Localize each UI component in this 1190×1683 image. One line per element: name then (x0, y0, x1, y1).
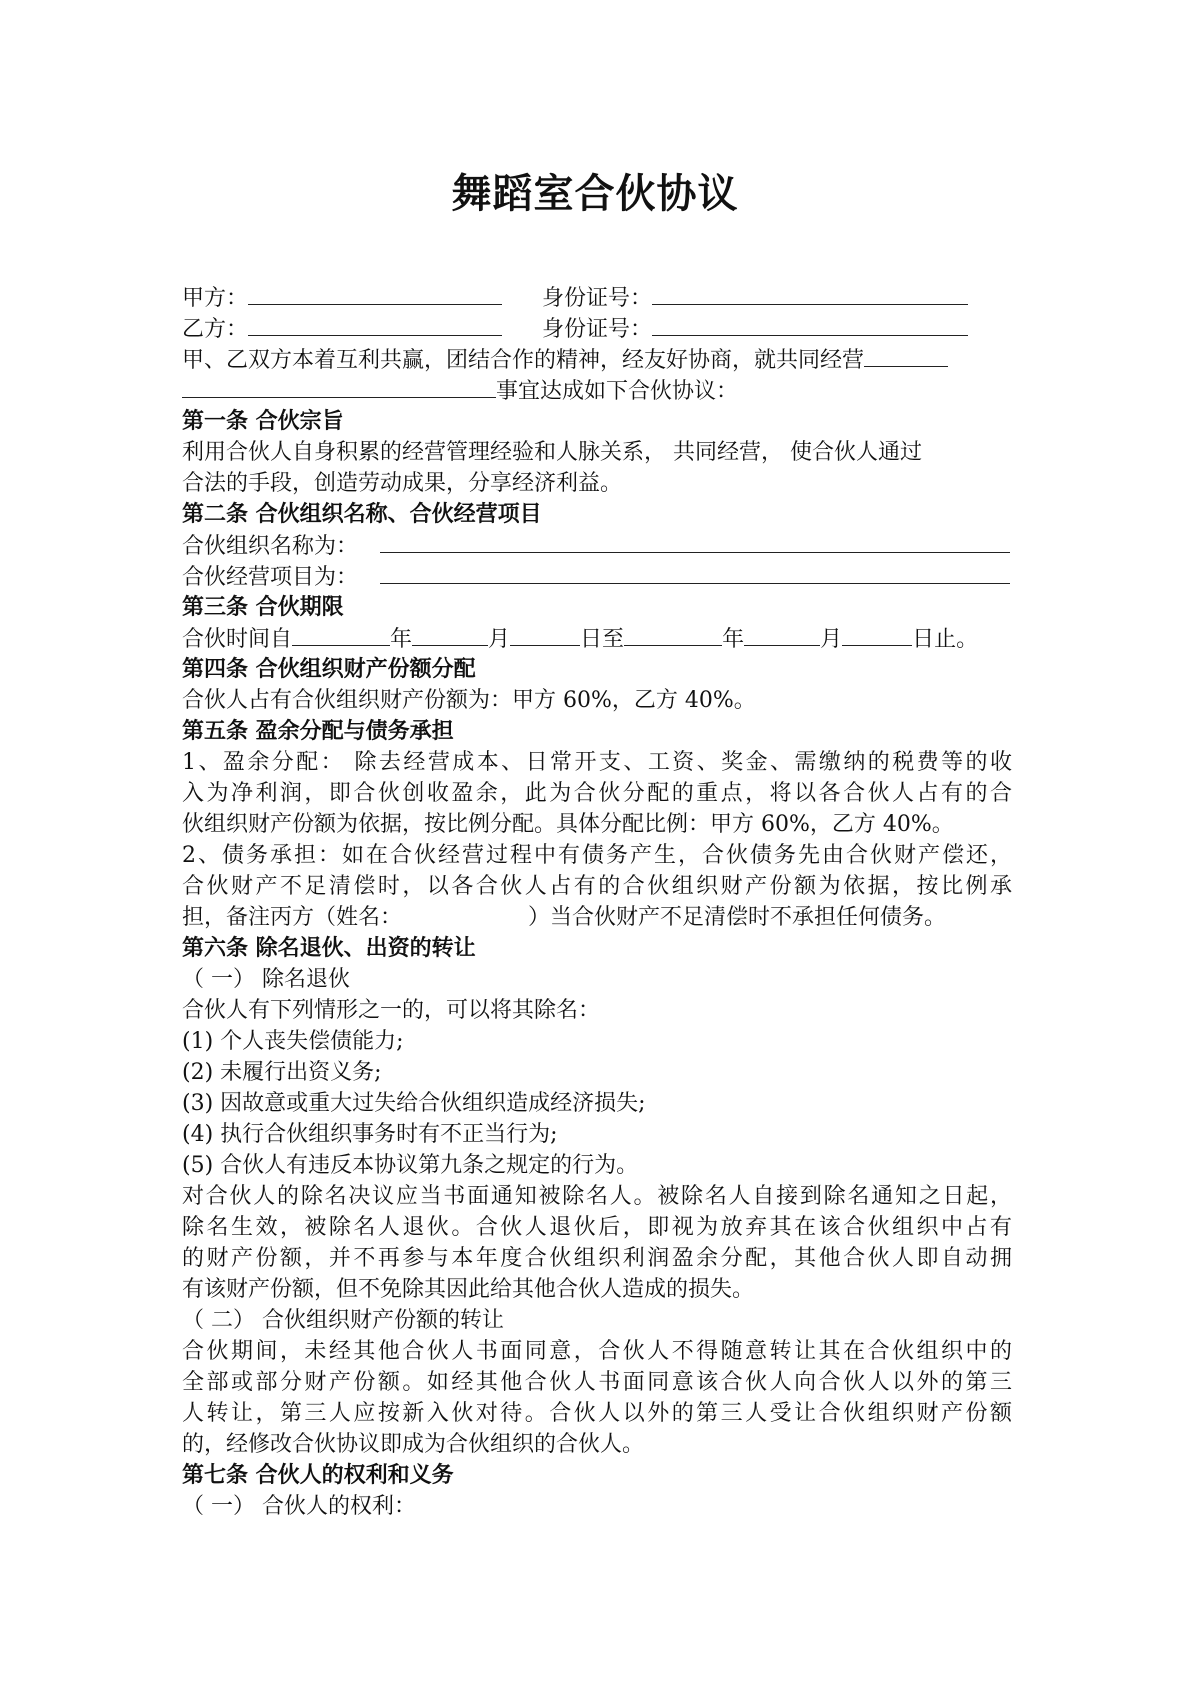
party-a-blank (248, 282, 502, 305)
party-b-blank (248, 313, 502, 336)
party-b-id-label: 身份证号： (542, 317, 653, 342)
article-5-line: 合伙财产不足清偿时，以各合伙人占有的合伙组织财产份额为依据，按比例承 (182, 874, 1012, 899)
party-a-label: 甲方： (182, 286, 249, 311)
year-label-1: 年 (390, 627, 413, 652)
article-6-heading: 第六条 除名退伙、出资的转让 (182, 936, 476, 961)
org-name-blank (380, 530, 1010, 553)
month-label-1: 月 (488, 627, 511, 652)
paragraph-line: 合伙期间，未经其他合伙人书面同意，合伙人不得随意转让其在合伙组织中的 (182, 1339, 1012, 1364)
article-6-paragraph-1 (182, 1181, 1012, 1305)
article-5-line: 入为净利润，即合伙创收盈余，此为合伙分配的重点，将以各合伙人占有的合 (182, 781, 1012, 806)
intro-text-1: 甲、乙双方本着互利共赢，团结合作的精神，经友好协商，就共同经营 (182, 348, 865, 373)
article-7-heading: 第七条 合伙人的权利和义务 (182, 1463, 454, 1488)
intro-line-2 (182, 375, 1012, 406)
article-1-line-1: 利用合伙人自身积累的经营管理经验和人脉关系， 共同经营， 使合伙人通过 (182, 440, 922, 465)
paragraph-line: 对合伙人的除名决议应当书面通知被除名人。被除名人自接到除名通知之日起， (182, 1184, 1012, 1209)
article-4-heading: 第四条 合伙组织财产份额分配 (182, 657, 476, 682)
org-name-label: 合伙组织名称为： (182, 534, 359, 559)
party-a-id-blank (652, 282, 968, 305)
list-item: (2) 未履行出资义务; (182, 1060, 382, 1085)
month-label-2: 月 (820, 627, 843, 652)
intro-text-2: 事宜达成如下合伙协议： (496, 379, 739, 404)
article-4-line-1: 合伙人占有合伙组织财产份额为：甲方 60%，乙方 40%。 (182, 688, 756, 713)
project-row (182, 561, 1012, 592)
party-b-row (182, 313, 1012, 344)
party-b-label: 乙方： (182, 317, 249, 342)
end-year-blank (624, 623, 722, 646)
paragraph-line: 人转让，第三人应按新入伙对待。合伙人以外的第三人受让合伙组织财产份额 (182, 1401, 1012, 1426)
party-a-id-label: 身份证号： (542, 286, 653, 311)
article-7-section-1: （ 一） 合伙人的权利： (182, 1494, 416, 1519)
party-c-label: 担，备注丙方（姓名： (182, 905, 403, 930)
business-blank (864, 344, 948, 367)
party-b-id-blank (652, 313, 968, 336)
org-name-row (182, 530, 1012, 561)
list-item: (4) 执行合伙组织事务时有不正当行为; (182, 1122, 558, 1147)
end-month-blank (744, 623, 820, 646)
day-to-label: 日至 (580, 627, 625, 652)
paragraph-line: 的财产份额，并不再参与本年度合伙组织利润盈余分配，其他合伙人即自动拥 (182, 1246, 1012, 1271)
start-day-blank (510, 623, 580, 646)
party-a-row (182, 282, 1012, 313)
day-end-label: 日止。 (912, 627, 979, 652)
paragraph-line: 有该财产份额，但不免除其因此给其他合伙人造成的损失。 (182, 1277, 755, 1302)
start-year-blank (292, 623, 390, 646)
article-6-intro: 合伙人有下列情形之一的，可以将其除名： (182, 998, 601, 1023)
article-5-line: 伙组织财产份额为依据，按比例分配。具体分配比例：甲方 60%，乙方 40%。 (182, 812, 954, 837)
list-item: (3) 因故意或重大过失给合伙组织造成经济损失; (182, 1091, 646, 1116)
list-item: (1) 个人丧失偿债能力; (182, 1029, 404, 1054)
paragraph-line: 的，经修改合伙协议即成为合伙组织的合伙人。 (182, 1432, 645, 1457)
business-blank-2 (182, 375, 496, 398)
article-5-line: 1、盈余分配： 除去经营成本、日常开支、工资、奖金、需缴纳的税费等的收 (182, 750, 1012, 775)
article-5-line: 2、债务承担：如在合伙经营过程中有债务产生，合伙债务先由合伙财产偿还， (182, 843, 1012, 868)
document-title: 舞蹈室合伙协议 (451, 171, 739, 217)
article-5-body (182, 747, 1012, 902)
project-blank (380, 561, 1010, 584)
party-c-text: ）当合伙财产不足清偿时不承担任何债务。 (528, 905, 947, 930)
start-month-blank (412, 623, 488, 646)
article-6-paragraph-2 (182, 1336, 1012, 1460)
project-label: 合伙经营项目为： (182, 565, 359, 590)
list-item: (5) 合伙人有违反本协议第九条之规定的行为。 (182, 1153, 639, 1178)
end-day-blank (842, 623, 912, 646)
year-label-2: 年 (722, 627, 745, 652)
article-1-line-2: 合法的手段，创造劳动成果，分享经济利益。 (182, 471, 623, 496)
article-6-section-2: （ 二） 合伙组织财产份额的转让 (182, 1308, 504, 1333)
article-3-heading: 第三条 合伙期限 (182, 595, 344, 620)
paragraph-line: 除名生效，被除名人退伙。合伙人退伙后，即视为放弃其在该合伙组织中占有 (182, 1215, 1012, 1240)
article-6-section-1: （ 一） 除名退伙 (182, 967, 350, 992)
term-row (182, 623, 1012, 654)
document-body (182, 282, 1012, 1522)
article-2-heading: 第二条 合伙组织名称、合伙经营项目 (182, 502, 542, 527)
term-start-label: 合伙时间自 (182, 627, 293, 652)
paragraph-line: 全部或部分财产份额。如经其他合伙人书面同意该合伙人向合伙人以外的第三 (182, 1370, 1012, 1395)
article-5-line-6 (182, 902, 1012, 933)
article-1-heading: 第一条 合伙宗旨 (182, 409, 344, 434)
article-5-heading: 第五条 盈余分配与债务承担 (182, 719, 454, 744)
intro-line-1 (182, 344, 1012, 375)
